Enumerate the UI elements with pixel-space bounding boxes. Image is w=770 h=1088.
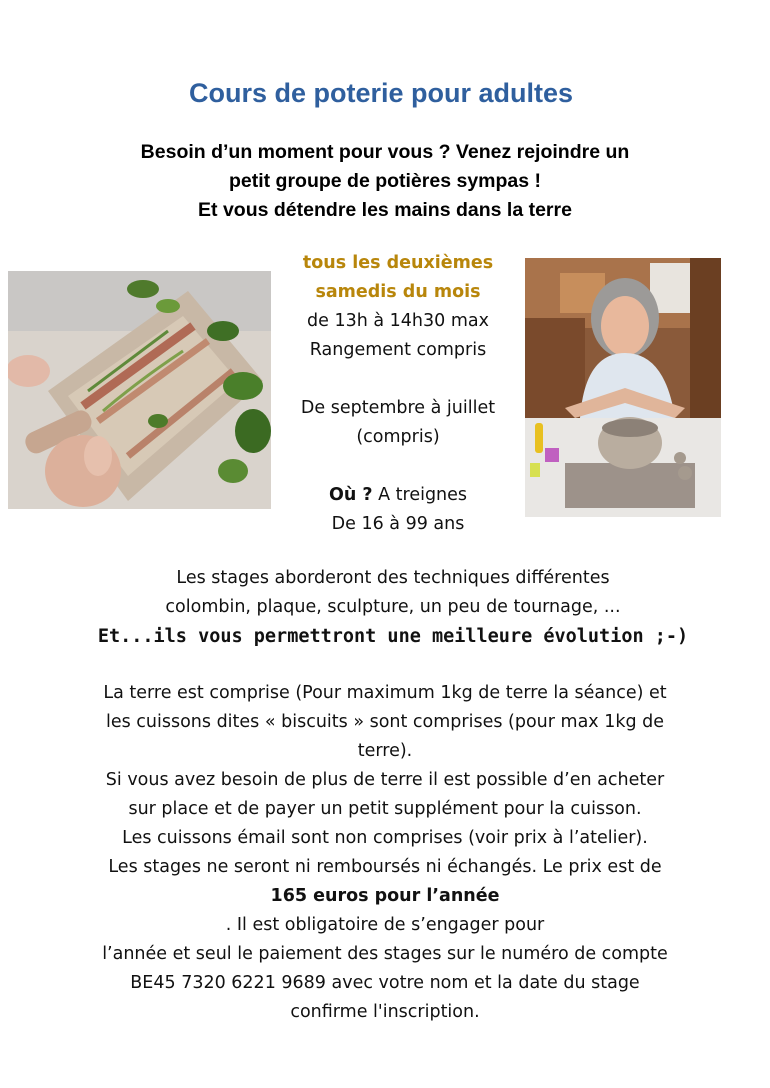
intro-line: Et vous détendre les mains dans la terre	[198, 199, 572, 221]
intro-line: petit groupe de potières sympas !	[228, 170, 542, 192]
schedule-period: De septembre à juillet	[300, 398, 496, 418]
details-line: sur place et de payer un petit supplément pour la cuisson.	[128, 799, 642, 819]
details-line: l’année et seul le paiement des stages sur le numéro de compte	[102, 944, 668, 964]
price: 165 euros pour l’année	[270, 886, 500, 906]
details-line: Si vous avez besoin de plus de terre il est possible d’en acheter	[105, 770, 665, 790]
techniques-text	[0, 564, 770, 651]
teacher-with-bowl-photo	[525, 258, 721, 517]
price-conditions: . Il est obligatoire de s’engager pour	[225, 915, 545, 935]
page-title: Cours de poterie pour adultes	[188, 78, 574, 108]
details-text	[0, 679, 770, 1027]
schedule-day: samedis du mois	[315, 282, 481, 302]
techniques-highlight: Et...ils vous permettront une meilleure évolution ;-)	[97, 626, 689, 647]
location-label: Où ?	[328, 485, 373, 505]
details-line: Les cuissons émail sont non comprises (voir prix à l’atelier).	[122, 828, 648, 848]
pottery-imprint-photo	[8, 271, 271, 509]
details-line: les cuissons dites « biscuits » sont comprises (pour max 1kg de	[105, 712, 665, 732]
location-value: A treignes	[372, 485, 468, 505]
details-line: terre).	[357, 741, 413, 761]
location	[271, 481, 525, 510]
schedule-note: Rangement compris	[309, 340, 487, 360]
details-line: La terre est comprise (Pour maximum 1kg de terre la séance) et	[103, 683, 667, 703]
schedule-period-note: (compris)	[356, 427, 440, 447]
intro-line: Besoin d’un moment pour vous ? Venez rejoindre un	[140, 141, 630, 163]
techniques-line: colombin, plaque, sculpture, un peu de tournage, ...	[165, 597, 621, 617]
schedule-frequency: tous les deuxièmes	[302, 253, 494, 273]
details-line: Les stages ne seront ni remboursés ni échangés. Le prix est de	[108, 857, 662, 877]
details-line: confirme l'inscription.	[290, 1002, 480, 1022]
age-range: De 16 à 99 ans	[331, 514, 465, 534]
details-line	[0, 882, 770, 940]
schedule-block	[271, 249, 525, 539]
intro-text	[0, 138, 770, 225]
techniques-line: Les stages aborderont des techniques différentes	[176, 568, 610, 588]
schedule-time: de 13h à 14h30 max	[307, 311, 489, 331]
details-line: BE45 7320 6221 9689 avec votre nom et la date du stage	[130, 973, 640, 993]
